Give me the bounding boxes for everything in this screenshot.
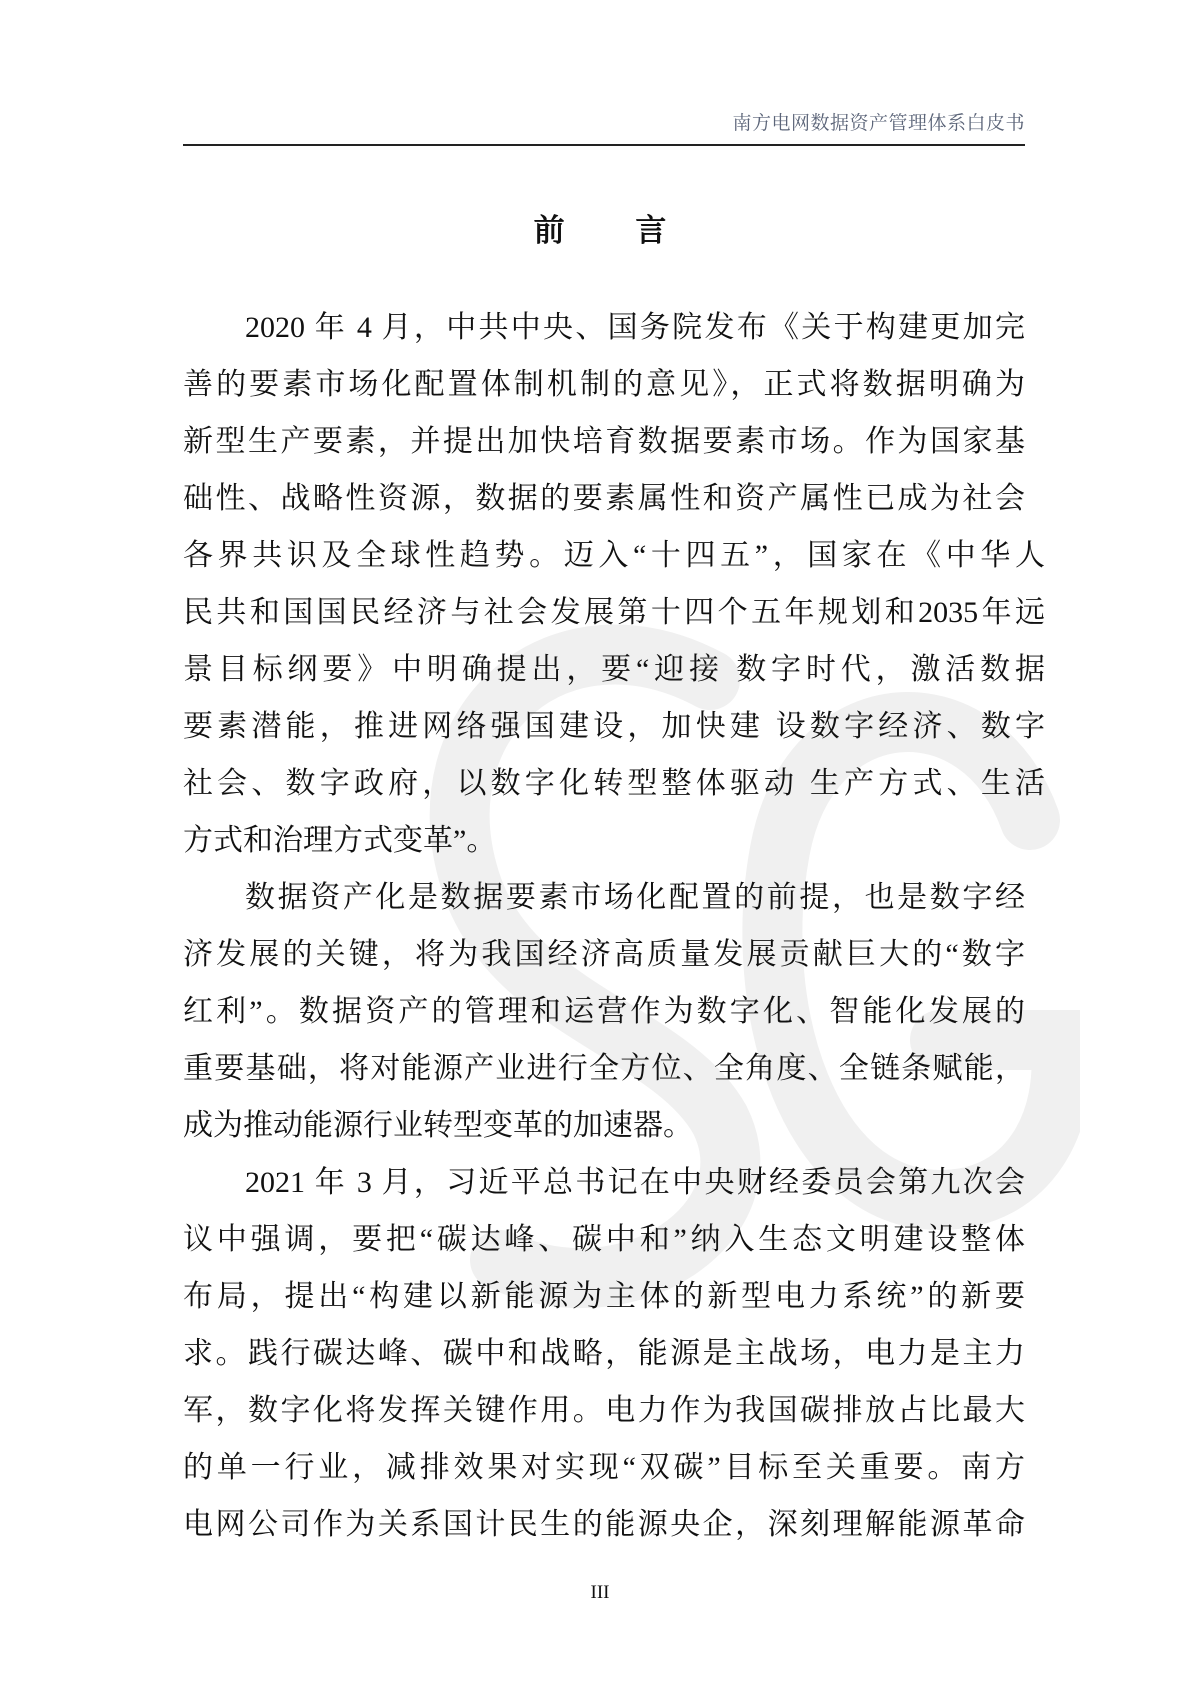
paragraph-line: 数据资产化是数据要素市场化配置的前提，也是数字经 <box>245 881 1025 914</box>
page-title <box>0 205 1200 250</box>
preface-body <box>183 299 1045 1553</box>
paragraph-line: 景目标纲要》中明确提出，要“迎接 数字时代，激活数据 <box>183 653 1045 686</box>
paragraph-line: 军，数字化将发挥关键作用。电力作为我国碳排放占比最大 <box>183 1394 1025 1427</box>
header-divider <box>183 144 1025 146</box>
paragraph-line: 重要基础，将对能源产业进行全方位、全角度、全链条赋能， <box>183 1052 1025 1085</box>
paragraph-line: 方式和治理方式变革”。 <box>183 824 497 857</box>
page-title-char: 言 <box>635 213 667 249</box>
paragraph-line: 各界共识及全球性趋势。迈入“十四五”，国家在《中华人 <box>183 539 1045 572</box>
paragraph-line: 红利”。数据资产的管理和运营作为数字化、智能化发展的 <box>183 995 1025 1028</box>
paragraph-line: 2021 年 3 月，习近平总书记在中央财经委员会第九次会 <box>245 1166 1025 1199</box>
paragraph-line: 济发展的关键，将为我国经济高质量发展贡献巨大的“数字 <box>183 938 1025 971</box>
paragraph-line: 善的要素市场化配置体制机制的意见》，正式将数据明确为 <box>183 368 1025 401</box>
page-number: III <box>590 1582 610 1603</box>
paragraph-line: 求。践行碳达峰、碳中和战略，能源是主战场，电力是主力 <box>183 1337 1025 1370</box>
paragraph-line: 新型生产要素，并提出加快培育数据要素市场。作为国家基 <box>183 425 1025 458</box>
paragraph-line: 电网公司作为关系国计民生的能源央企，深刻理解能源革命 <box>183 1508 1025 1541</box>
paragraph-line: 布局，提出“构建以新能源为主体的新型电力系统”的新要 <box>183 1280 1025 1313</box>
paragraph-line: 议中强调，要把“碳达峰、碳中和”纳入生态文明建设整体 <box>183 1223 1025 1256</box>
paragraph-line: 础性、战略性资源，数据的要素属性和资产属性已成为社会 <box>183 482 1025 515</box>
paragraph-line: 社会、数字政府，以数字化转型整体驱动 生产方式、生活 <box>183 767 1045 800</box>
paragraph-line: 要素潜能，推进网络强国建设，加快建 设数字经济、数字 <box>183 710 1045 743</box>
document-header-title: 南方电网数据资产管理体系白皮书 <box>732 113 1025 134</box>
paragraph-line: 成为推动能源行业转型变革的加速器。 <box>183 1109 693 1142</box>
paragraph-line: 民共和国国民经济与社会发展第十四个五年规划和2035年远 <box>183 596 1045 629</box>
page-title-char: 前 <box>533 213 565 249</box>
paragraph-line: 2020 年 4 月，中共中央、国务院发布《关于构建更加完 <box>245 311 1025 344</box>
paragraph-line: 的单一行业，减排效果对实现“双碳”目标至关重要。南方 <box>183 1451 1025 1484</box>
